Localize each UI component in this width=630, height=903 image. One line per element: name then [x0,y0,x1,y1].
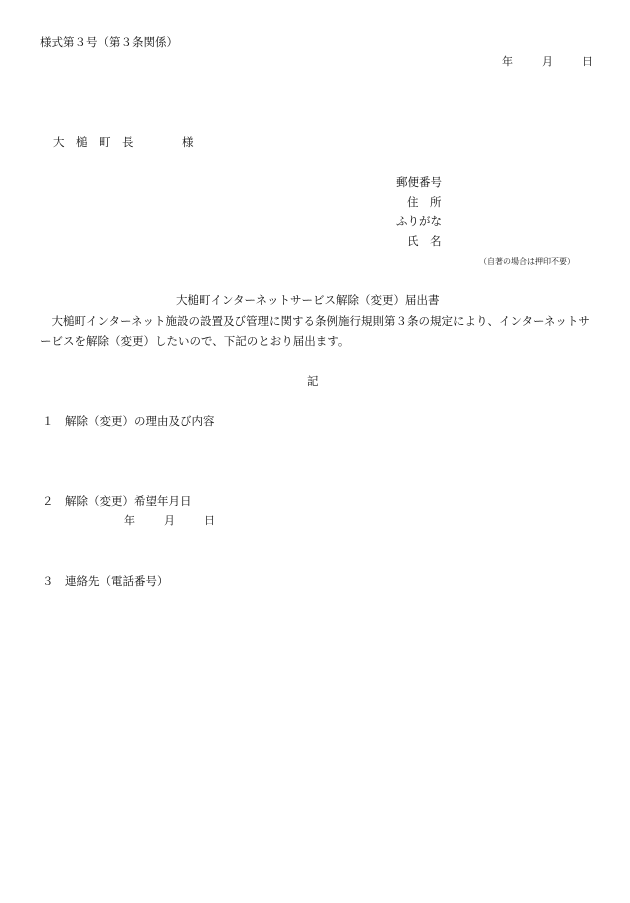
address-label: 住 所 [407,195,442,209]
item-2-month: 月 [164,514,175,527]
body-text: 大槌町インターネット施設の設置及び管理に関する条例施行規則第３条の規定により、インターネットサービスを解除（変更）したいので、下記のとおり届出ます。 [40,314,590,348]
postal-code-label: 郵便番号 [396,175,442,189]
name-label: 氏 名 [407,234,442,248]
form-number: 様式第３号（第３条関係） [40,35,178,49]
item-1-label: １ 解除（変更）の理由及び内容 [42,414,215,428]
item-2-year: 年 [124,514,135,527]
seal-note: （自著の場合は押印不要） [479,257,575,266]
submission-date [502,55,593,69]
date-year: 年 [502,55,513,68]
document-title: 大槌町インターネットサービス解除（変更）届出書 [176,293,440,307]
furigana-label: ふりがな [396,214,442,228]
date-day: 日 [582,55,593,68]
item-3-label: ３ 連絡先（電話番号） [42,574,169,588]
date-month: 月 [542,55,553,68]
ki-heading: 記 [307,374,319,388]
addressee-name: 大 槌 町 長 [53,135,134,149]
item-2-date [124,514,215,528]
addressee-honorific: 様 [182,135,194,149]
item-2-day: 日 [204,514,215,527]
item-2-label: ２ 解除（変更）希望年月日 [42,494,192,508]
